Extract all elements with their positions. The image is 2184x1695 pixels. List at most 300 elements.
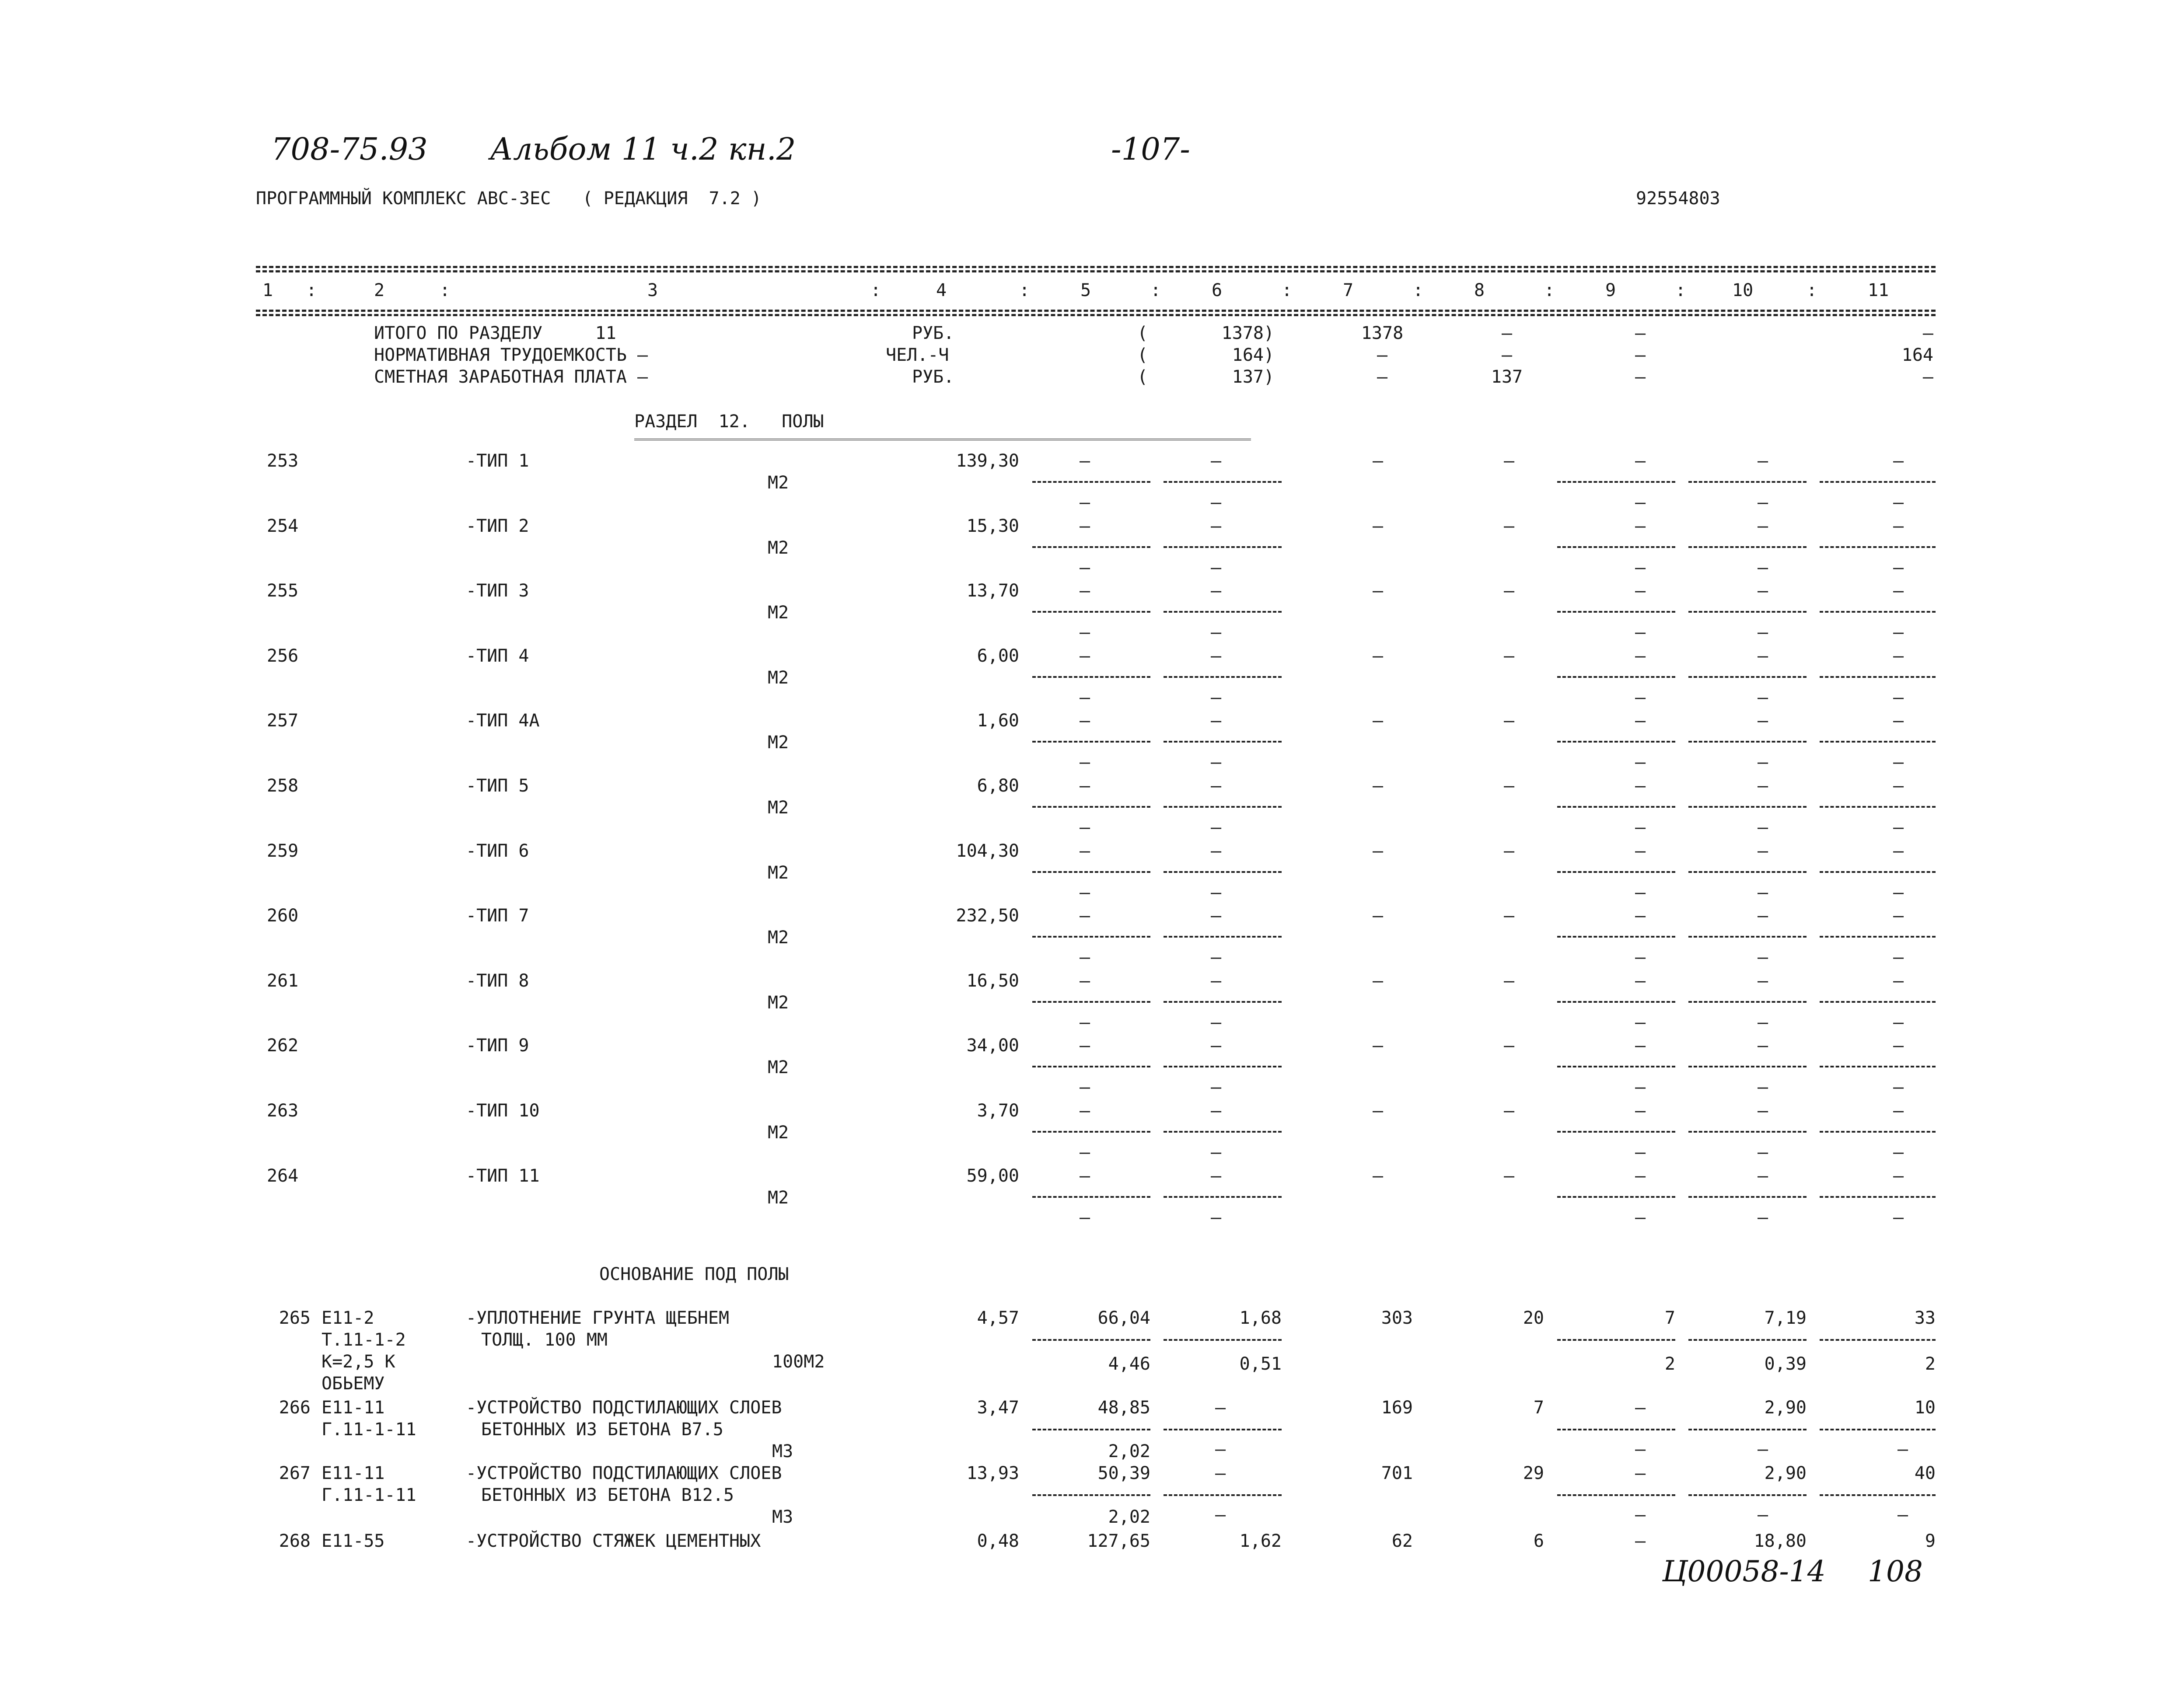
row-code: Е11-2	[321, 1308, 374, 1328]
fraction-line	[1557, 481, 1675, 483]
row-col10-b: –	[1757, 1439, 1768, 1459]
fraction-line	[1820, 546, 1936, 548]
empty-value-dash: –	[1210, 451, 1222, 471]
empty-value-dash: –	[1635, 558, 1646, 578]
fraction-line	[1557, 1066, 1675, 1067]
row-col7: 169	[1381, 1398, 1413, 1418]
fraction-line	[1557, 936, 1675, 938]
empty-value-dash: –	[1079, 817, 1090, 837]
column-number: 9	[1605, 280, 1616, 300]
row-col8: 6	[1533, 1531, 1544, 1551]
fraction-line	[1688, 1001, 1807, 1003]
row-quantity: 15,30	[966, 516, 1019, 536]
fraction-line	[1164, 1131, 1282, 1133]
column-number: 1	[262, 280, 273, 300]
empty-value-dash: –	[1635, 971, 1646, 991]
row-unit: М2	[768, 668, 789, 688]
row-quantity: 13,70	[966, 581, 1019, 601]
empty-value-dash: –	[1210, 687, 1222, 708]
total-col7: –	[1377, 345, 1388, 365]
fraction-line	[1032, 1429, 1150, 1430]
empty-value-dash: –	[1893, 1101, 1904, 1121]
fraction-line	[1557, 871, 1675, 873]
row-unit: М2	[768, 473, 789, 493]
row-quantity: 139,30	[956, 451, 1019, 471]
program-line: ПРОГРАММНЫЙ КОМПЛЕКС АВС-ЗЕС ( РЕДАКЦИЯ 7.2 )	[256, 188, 762, 209]
fraction-line	[1820, 1001, 1936, 1003]
empty-value-dash: –	[1757, 622, 1768, 642]
fraction-line	[1557, 1494, 1675, 1496]
fraction-line	[1557, 1131, 1675, 1133]
empty-value-dash: –	[1893, 646, 1904, 666]
row-col11: 9	[1925, 1531, 1936, 1551]
row-col11-b: –	[1897, 1505, 1908, 1525]
row-quantity: 232,50	[956, 906, 1019, 926]
fraction-line	[1557, 1429, 1675, 1430]
row-number: 261	[267, 971, 299, 991]
row-code: Г.11-1-11	[321, 1419, 416, 1440]
empty-value-dash: –	[1757, 1077, 1768, 1097]
total-unit: РУБ.	[912, 367, 954, 387]
empty-value-dash: –	[1210, 622, 1222, 642]
empty-value-dash: –	[1210, 581, 1222, 601]
row-col11-b: 2	[1925, 1354, 1936, 1374]
column-number: 4	[936, 280, 947, 300]
empty-value-dash: –	[1210, 971, 1222, 991]
row-col6: 1,68	[1239, 1308, 1282, 1328]
row-col11: 10	[1914, 1398, 1936, 1418]
row-unit: 100М2	[772, 1352, 825, 1372]
fraction-line	[1688, 481, 1807, 483]
fraction-line	[1032, 1001, 1150, 1003]
empty-value-dash: –	[1079, 687, 1090, 708]
empty-value-dash: –	[1210, 841, 1222, 861]
fraction-line	[1032, 871, 1150, 873]
empty-value-dash: –	[1210, 1101, 1222, 1121]
row-col9-b: –	[1635, 1439, 1646, 1459]
empty-value-dash: –	[1372, 1036, 1384, 1056]
empty-value-dash: –	[1210, 1077, 1222, 1097]
row-col7: 701	[1381, 1463, 1413, 1483]
empty-value-dash: –	[1757, 776, 1768, 796]
empty-value-dash: –	[1635, 711, 1646, 731]
row-name: -ТИП 9	[466, 1036, 529, 1056]
empty-value-dash: –	[1079, 1077, 1090, 1097]
empty-value-dash: –	[1757, 1142, 1768, 1162]
empty-value-dash: –	[1210, 882, 1222, 903]
empty-value-dash: –	[1079, 1101, 1090, 1121]
empty-value-dash: –	[1635, 622, 1646, 642]
empty-value-dash: –	[1635, 581, 1646, 601]
fraction-line	[1032, 1066, 1150, 1067]
fraction-line	[1557, 1339, 1675, 1341]
fraction-line	[1688, 1429, 1807, 1430]
fraction-line	[1820, 676, 1936, 678]
empty-value-dash: –	[1079, 451, 1090, 471]
row-col6: –	[1215, 1398, 1226, 1418]
empty-value-dash: –	[1079, 1166, 1090, 1186]
empty-value-dash: –	[1503, 1101, 1515, 1121]
fraction-line	[1164, 1339, 1282, 1341]
fraction-line	[1820, 1066, 1936, 1067]
row-name: -УСТРОЙСТВО ПОДСТИЛАЮЩИХ СЛОЕВ	[466, 1398, 782, 1418]
row-col4: 0,48	[977, 1531, 1019, 1551]
empty-value-dash: –	[1372, 711, 1384, 731]
fraction-line	[1820, 1339, 1936, 1341]
row-quantity: 104,30	[956, 841, 1019, 861]
total-col7: 1378	[1361, 323, 1404, 343]
handwritten-project-code: 708-75.93	[271, 131, 428, 167]
row-quantity: 6,00	[977, 646, 1019, 666]
column-separator: :	[440, 280, 451, 300]
empty-value-dash: –	[1635, 817, 1646, 837]
row-unit: М2	[768, 1123, 789, 1143]
fraction-line	[1164, 741, 1282, 743]
empty-value-dash: –	[1757, 492, 1768, 513]
row-name: -ТИП 4	[466, 646, 529, 666]
total-col6: ( 164)	[1137, 345, 1275, 365]
table-top-rule	[256, 266, 1936, 268]
row-number: 259	[267, 841, 299, 861]
empty-value-dash: –	[1635, 906, 1646, 926]
row-name: -ТИП 7	[466, 906, 529, 926]
row-name: -ТИП 10	[466, 1101, 540, 1121]
empty-value-dash: –	[1503, 841, 1515, 861]
column-number: 6	[1212, 280, 1223, 300]
empty-value-dash: –	[1210, 906, 1222, 926]
row-quantity: 6,80	[977, 776, 1019, 796]
row-name: -ТИП 5	[466, 776, 529, 796]
empty-value-dash: –	[1210, 776, 1222, 796]
column-separator: :	[1544, 280, 1555, 300]
row-name: -ТИП 11	[466, 1166, 540, 1186]
row-number: 265	[279, 1308, 311, 1328]
row-col5-b: 2,02	[1108, 1507, 1150, 1527]
empty-value-dash: –	[1079, 947, 1090, 967]
empty-value-dash: –	[1372, 1101, 1384, 1121]
row-col6: –	[1215, 1463, 1226, 1483]
empty-value-dash: –	[1372, 646, 1384, 666]
row-unit: М3	[772, 1441, 793, 1461]
column-number: 8	[1474, 280, 1485, 300]
empty-value-dash: –	[1210, 1012, 1222, 1032]
total-col11: –	[1922, 367, 1933, 387]
empty-value-dash: –	[1372, 451, 1384, 471]
row-name: -ТИП 1	[466, 451, 529, 471]
fraction-line	[1820, 481, 1936, 483]
empty-value-dash: –	[1503, 776, 1515, 796]
row-code: Е11-55	[321, 1531, 385, 1551]
empty-value-dash: –	[1893, 451, 1904, 471]
empty-value-dash: –	[1757, 906, 1768, 926]
row-col5-b: 2,02	[1108, 1441, 1150, 1461]
row-col9-b: –	[1635, 1505, 1646, 1525]
row-name: -УСТРОЙСТВО СТЯЖЕК ЦЕМЕНТНЫХ	[466, 1531, 761, 1551]
fraction-line	[1820, 871, 1936, 873]
row-col9: –	[1635, 1463, 1646, 1483]
row-col9-b: 2	[1664, 1354, 1675, 1374]
row-code: Е11-11	[321, 1463, 385, 1483]
row-col9: 7	[1664, 1308, 1675, 1328]
row-name: -ТИП 4А	[466, 711, 540, 731]
row-col8: 7	[1533, 1398, 1544, 1418]
row-unit: М2	[768, 603, 789, 623]
empty-value-dash: –	[1372, 776, 1384, 796]
row-code: К=2,5 К	[321, 1352, 395, 1372]
empty-value-dash: –	[1893, 947, 1904, 967]
handwritten-footer-page: 108	[1868, 1555, 1923, 1588]
fraction-line	[1164, 1494, 1282, 1496]
column-number: 5	[1080, 280, 1091, 300]
empty-value-dash: –	[1757, 817, 1768, 837]
empty-value-dash: –	[1893, 622, 1904, 642]
empty-value-dash: –	[1079, 882, 1090, 903]
empty-value-dash: –	[1372, 906, 1384, 926]
empty-value-dash: –	[1210, 646, 1222, 666]
empty-value-dash: –	[1757, 971, 1768, 991]
row-name: -ТИП 6	[466, 841, 529, 861]
empty-value-dash: –	[1503, 451, 1515, 471]
empty-value-dash: –	[1372, 971, 1384, 991]
empty-value-dash: –	[1893, 558, 1904, 578]
column-separator: :	[1413, 280, 1424, 300]
row-col6: 1,62	[1239, 1531, 1282, 1551]
row-name: БЕТОННЫХ ИЗ БЕТОНА В12.5	[481, 1485, 734, 1505]
empty-value-dash: –	[1210, 558, 1222, 578]
empty-value-dash: –	[1210, 817, 1222, 837]
row-col5: 127,65	[1087, 1531, 1150, 1551]
column-number: 11	[1868, 280, 1889, 300]
row-col5: 50,39	[1097, 1463, 1150, 1483]
empty-value-dash: –	[1210, 947, 1222, 967]
empty-value-dash: –	[1503, 581, 1515, 601]
empty-value-dash: –	[1893, 841, 1904, 861]
empty-value-dash: –	[1079, 1207, 1090, 1228]
empty-value-dash: –	[1210, 752, 1222, 772]
section-title-underline	[634, 439, 1251, 440]
empty-value-dash: –	[1893, 752, 1904, 772]
fraction-line	[1032, 806, 1150, 808]
row-col6-b: 0,51	[1239, 1354, 1282, 1374]
empty-value-dash: –	[1503, 1036, 1515, 1056]
empty-value-dash: –	[1503, 711, 1515, 731]
empty-value-dash: –	[1757, 1166, 1768, 1186]
fraction-line	[1557, 741, 1675, 743]
row-name: -УПЛОТНЕНИЕ ГРУНТА ЩЕБНЕМ	[466, 1308, 730, 1328]
empty-value-dash: –	[1893, 1077, 1904, 1097]
empty-value-dash: –	[1893, 1207, 1904, 1228]
fraction-line	[1164, 676, 1282, 678]
empty-value-dash: –	[1210, 516, 1222, 536]
fraction-line	[1820, 1494, 1936, 1496]
fraction-line	[1164, 871, 1282, 873]
total-col9: –	[1635, 345, 1646, 365]
row-number: 268	[279, 1531, 311, 1551]
fraction-line	[1032, 936, 1150, 938]
row-unit: М2	[768, 928, 789, 948]
empty-value-dash: –	[1893, 492, 1904, 513]
empty-value-dash: –	[1635, 841, 1646, 861]
total-col8: –	[1501, 323, 1513, 343]
empty-value-dash: –	[1893, 776, 1904, 796]
empty-value-dash: –	[1079, 1036, 1090, 1056]
empty-value-dash: –	[1372, 516, 1384, 536]
empty-value-dash: –	[1635, 1207, 1646, 1228]
fraction-line	[1164, 1196, 1282, 1198]
column-separator: :	[1282, 280, 1293, 300]
row-number: 267	[279, 1463, 311, 1483]
fraction-line	[1032, 481, 1150, 483]
fraction-line	[1688, 676, 1807, 678]
fraction-line	[1688, 1196, 1807, 1198]
empty-value-dash: –	[1210, 1166, 1222, 1186]
row-col9: –	[1635, 1531, 1646, 1551]
row-col10-b: –	[1757, 1505, 1768, 1525]
empty-value-dash: –	[1079, 558, 1090, 578]
row-name: -ТИП 2	[466, 516, 529, 536]
fraction-line	[1557, 806, 1675, 808]
row-unit: М2	[768, 798, 789, 818]
fraction-line	[1164, 611, 1282, 613]
empty-value-dash: –	[1079, 841, 1090, 861]
fraction-line	[1557, 1196, 1675, 1198]
empty-value-dash: –	[1757, 1101, 1768, 1121]
row-col11-b: –	[1897, 1439, 1908, 1459]
empty-value-dash: –	[1372, 1166, 1384, 1186]
empty-value-dash: –	[1635, 1077, 1646, 1097]
row-name: ТОЛЩ. 100 ММ	[481, 1330, 608, 1350]
row-number: 257	[267, 711, 299, 731]
empty-value-dash: –	[1893, 581, 1904, 601]
empty-value-dash: –	[1757, 841, 1768, 861]
empty-value-dash: –	[1757, 1207, 1768, 1228]
column-number: 7	[1343, 280, 1354, 300]
column-separator: :	[306, 280, 317, 300]
empty-value-dash: –	[1079, 581, 1090, 601]
total-col9: –	[1635, 367, 1646, 387]
empty-value-dash: –	[1635, 492, 1646, 513]
fraction-line	[1688, 1339, 1807, 1341]
row-name: -ТИП 8	[466, 971, 529, 991]
row-col10: 2,90	[1764, 1463, 1807, 1483]
empty-value-dash: –	[1079, 646, 1090, 666]
row-number: 253	[267, 451, 299, 471]
row-col8: 20	[1523, 1308, 1544, 1328]
empty-value-dash: –	[1503, 906, 1515, 926]
row-col10: 18,80	[1754, 1531, 1807, 1551]
fraction-line	[1032, 1196, 1150, 1198]
fraction-line	[1688, 1066, 1807, 1067]
empty-value-dash: –	[1757, 646, 1768, 666]
fraction-line	[1820, 1196, 1936, 1198]
column-number: 2	[374, 280, 385, 300]
fraction-line	[1688, 546, 1807, 548]
document-code: 92554803	[1636, 188, 1720, 209]
total-col11: –	[1922, 323, 1933, 343]
column-separator: :	[1675, 280, 1686, 300]
empty-value-dash: –	[1635, 947, 1646, 967]
fraction-line	[1032, 676, 1150, 678]
fraction-line	[1820, 1429, 1936, 1430]
row-name: БЕТОННЫХ ИЗ БЕТОНА В7.5	[481, 1419, 723, 1440]
row-col4: 4,57	[977, 1308, 1019, 1328]
fraction-line	[1688, 936, 1807, 938]
empty-value-dash: –	[1635, 776, 1646, 796]
empty-value-dash: –	[1079, 1142, 1090, 1162]
row-col7: 303	[1381, 1308, 1413, 1328]
empty-value-dash: –	[1372, 581, 1384, 601]
column-separator: :	[1150, 280, 1161, 300]
fraction-line	[1164, 1066, 1282, 1067]
total-col7: –	[1377, 367, 1388, 387]
row-col6-b: –	[1215, 1505, 1226, 1525]
empty-value-dash: –	[1635, 1101, 1646, 1121]
row-col11: 40	[1914, 1463, 1936, 1483]
total-label: СМЕТНАЯ ЗАРАБОТНАЯ ПЛАТА –	[374, 367, 648, 387]
fraction-line	[1557, 611, 1675, 613]
empty-value-dash: –	[1503, 516, 1515, 536]
fraction-line	[1820, 936, 1936, 938]
empty-value-dash: –	[1079, 516, 1090, 536]
empty-value-dash: –	[1210, 492, 1222, 513]
row-number: 266	[279, 1398, 311, 1418]
empty-value-dash: –	[1757, 558, 1768, 578]
handwritten-footer-code: Ц00058-14	[1662, 1555, 1826, 1588]
empty-value-dash: –	[1893, 1012, 1904, 1032]
empty-value-dash: –	[1210, 1142, 1222, 1162]
empty-value-dash: –	[1079, 971, 1090, 991]
fraction-line	[1164, 936, 1282, 938]
empty-value-dash: –	[1893, 1166, 1904, 1186]
empty-value-dash: –	[1635, 687, 1646, 708]
section-title: РАЗДЕЛ 12. ПОЛЫ	[634, 412, 824, 432]
total-unit: ЧЕЛ.-Ч	[886, 345, 949, 365]
fraction-line	[1164, 546, 1282, 548]
table-header-rule	[256, 310, 1936, 312]
handwritten-album-label: Альбом 11 ч.2 кн.2	[490, 131, 796, 167]
empty-value-dash: –	[1893, 1142, 1904, 1162]
row-col5-b: 4,46	[1108, 1354, 1150, 1374]
empty-value-dash: –	[1210, 1207, 1222, 1228]
row-number: 258	[267, 776, 299, 796]
empty-value-dash: –	[1635, 1012, 1646, 1032]
fraction-line	[1557, 546, 1675, 548]
column-separator: :	[870, 280, 881, 300]
empty-value-dash: –	[1372, 841, 1384, 861]
fraction-line	[1820, 806, 1936, 808]
row-col11: 33	[1914, 1308, 1936, 1328]
column-number: 3	[647, 280, 658, 300]
fraction-line	[1032, 546, 1150, 548]
fraction-line	[1688, 1131, 1807, 1133]
empty-value-dash: –	[1635, 516, 1646, 536]
empty-value-dash: –	[1503, 971, 1515, 991]
table-top-rule-2	[256, 270, 1936, 272]
row-col9: –	[1635, 1398, 1646, 1418]
empty-value-dash: –	[1893, 687, 1904, 708]
empty-value-dash: –	[1893, 711, 1904, 731]
row-number: 260	[267, 906, 299, 926]
row-col10: 7,19	[1764, 1308, 1807, 1328]
total-col11: 164	[1901, 345, 1933, 365]
fraction-line	[1164, 806, 1282, 808]
row-quantity: 1,60	[977, 711, 1019, 731]
fraction-line	[1164, 1001, 1282, 1003]
fraction-line	[1820, 741, 1936, 743]
empty-value-dash: –	[1757, 1036, 1768, 1056]
row-code: Г.11-1-11	[321, 1485, 416, 1505]
empty-value-dash: –	[1757, 516, 1768, 536]
